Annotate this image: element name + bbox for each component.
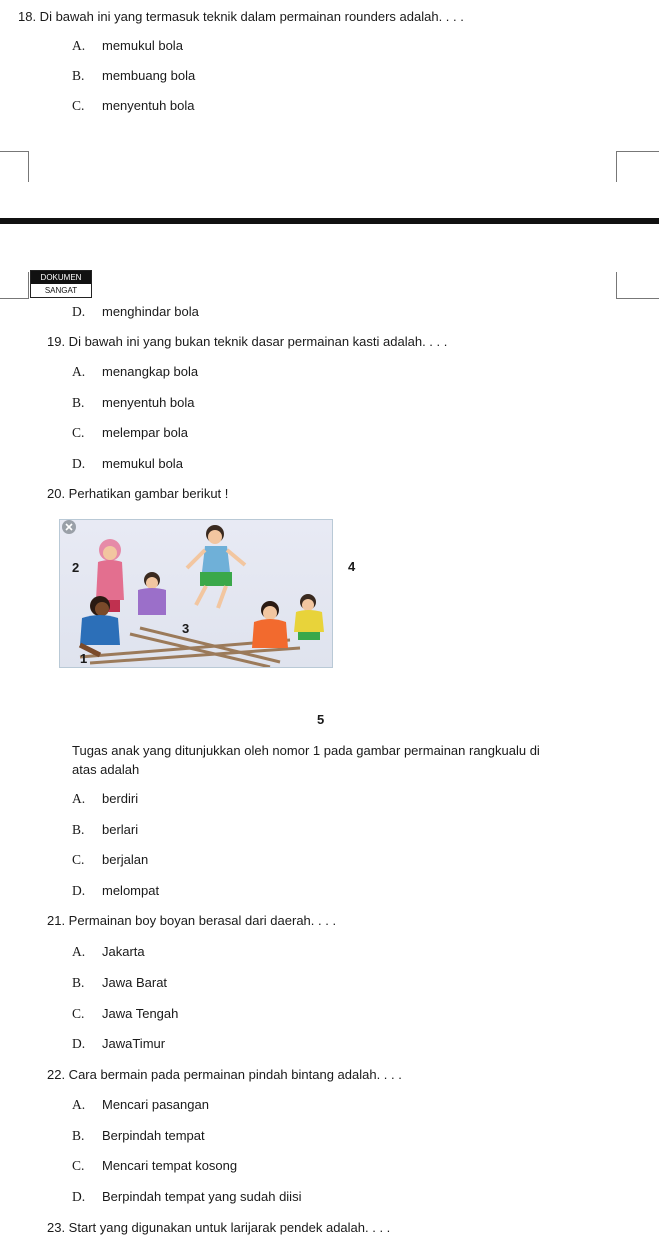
figure-label-3: 3 <box>182 621 190 636</box>
question-23: 23. Start yang digunakan untuk larijarak pendek adalah. . . . <box>47 1220 391 1235</box>
option-letter: D. <box>72 456 86 471</box>
option-text: Berpindah tempat yang sudah diisi <box>102 1189 302 1204</box>
badge-top: DOKUMEN <box>31 271 91 284</box>
q19-option-a[interactable] <box>72 364 199 380</box>
document-watermark-badge <box>30 270 92 298</box>
option-letter: B. <box>72 1128 85 1143</box>
figure-label-2: 2 <box>72 560 80 575</box>
question-19: 19. Di bawah ini yang bukan teknik dasar permainan kasti adalah. . . . <box>47 334 448 349</box>
question-20-body-cont: atas adalah <box>72 762 140 777</box>
option-letter: C. <box>72 1158 85 1173</box>
q19-option-b[interactable] <box>72 395 195 411</box>
rangkualu-illustration <box>59 519 333 668</box>
option-letter: A. <box>72 1097 86 1112</box>
q18-option-c[interactable] <box>72 98 195 114</box>
question-20: 20. Perhatikan gambar berikut ! <box>47 486 229 501</box>
option-letter: D. <box>72 883 86 898</box>
figure-label-1: 1 <box>80 651 88 666</box>
option-text: Jakarta <box>102 944 145 959</box>
option-letter: B. <box>72 68 85 83</box>
option-letter: A. <box>72 944 86 959</box>
option-letter: D. <box>72 1036 86 1051</box>
page-separator <box>0 218 659 224</box>
option-text: memukul bola <box>102 38 183 53</box>
option-text: berdiri <box>102 791 139 806</box>
illustration-svg <box>60 520 332 667</box>
option-text: JawaTimur <box>102 1036 166 1051</box>
option-letter: C. <box>72 1006 85 1021</box>
question-18: 18. Di bawah ini yang termasuk teknik dalam permainan rounders adalah. . . . <box>18 9 464 24</box>
option-text: Mencari tempat kosong <box>102 1158 238 1173</box>
option-letter: D. <box>72 304 86 319</box>
option-letter: A. <box>72 38 86 53</box>
option-text: berlari <box>102 822 139 837</box>
option-text: Jawa Barat <box>102 975 168 990</box>
figure-label-4: 4 <box>348 559 356 574</box>
crop-mark-bottom-left <box>0 272 29 299</box>
q19-option-d[interactable] <box>72 456 183 472</box>
option-text: menyentuh bola <box>102 395 195 410</box>
option-text: berjalan <box>102 852 149 867</box>
question-22: 22. Cara bermain pada permainan pindah bintang adalah. . . . <box>47 1067 402 1082</box>
option-text: Jawa Tengah <box>102 1006 179 1021</box>
q18-option-a[interactable] <box>72 38 183 54</box>
q22-option-c[interactable] <box>72 1158 238 1174</box>
q20-option-d[interactable] <box>72 883 160 899</box>
q22-option-d[interactable] <box>72 1189 302 1205</box>
crop-mark-top-left <box>0 151 29 182</box>
option-text: Mencari pasangan <box>102 1097 209 1112</box>
option-letter: D. <box>72 1189 86 1204</box>
question-21: 21. Permainan boy boyan berasal dari daerah. . . . <box>47 913 337 928</box>
option-letter: B. <box>72 822 85 837</box>
option-text: Berpindah tempat <box>102 1128 205 1143</box>
option-text: menghindar bola <box>102 304 199 319</box>
option-text: membuang bola <box>102 68 196 83</box>
option-letter: A. <box>72 364 86 379</box>
q22-option-a[interactable] <box>72 1097 209 1113</box>
figure-label-5: 5 <box>317 712 325 727</box>
option-letter: C. <box>72 425 85 440</box>
q21-option-c[interactable] <box>72 1006 179 1022</box>
option-letter: C. <box>72 852 85 867</box>
q20-option-c[interactable] <box>72 852 149 868</box>
q18-option-d[interactable] <box>72 304 199 320</box>
q19-option-c[interactable] <box>72 425 188 441</box>
option-letter: B. <box>72 975 85 990</box>
option-text: memukul bola <box>102 456 183 471</box>
question-20-body: Tugas anak yang ditunjukkan oleh nomor 1 pada gambar permainan rangkualu di <box>72 743 540 758</box>
badge-bottom: SANGAT <box>44 286 78 295</box>
q21-option-d[interactable] <box>72 1036 166 1052</box>
q22-option-b[interactable] <box>72 1128 205 1144</box>
option-letter: C. <box>72 98 85 113</box>
crop-mark-bottom-right <box>616 272 659 299</box>
option-letter: B. <box>72 395 85 410</box>
option-text: melempar bola <box>102 425 188 440</box>
q21-option-a[interactable] <box>72 944 145 960</box>
option-letter: A. <box>72 791 86 806</box>
crop-mark-top-right <box>616 151 659 182</box>
option-text: menangkap bola <box>102 364 199 379</box>
q18-option-b[interactable] <box>72 68 196 84</box>
q20-option-a[interactable] <box>72 791 139 807</box>
q20-option-b[interactable] <box>72 822 139 838</box>
q21-option-b[interactable] <box>72 975 168 991</box>
option-text: melompat <box>102 883 160 898</box>
option-text: menyentuh bola <box>102 98 195 113</box>
